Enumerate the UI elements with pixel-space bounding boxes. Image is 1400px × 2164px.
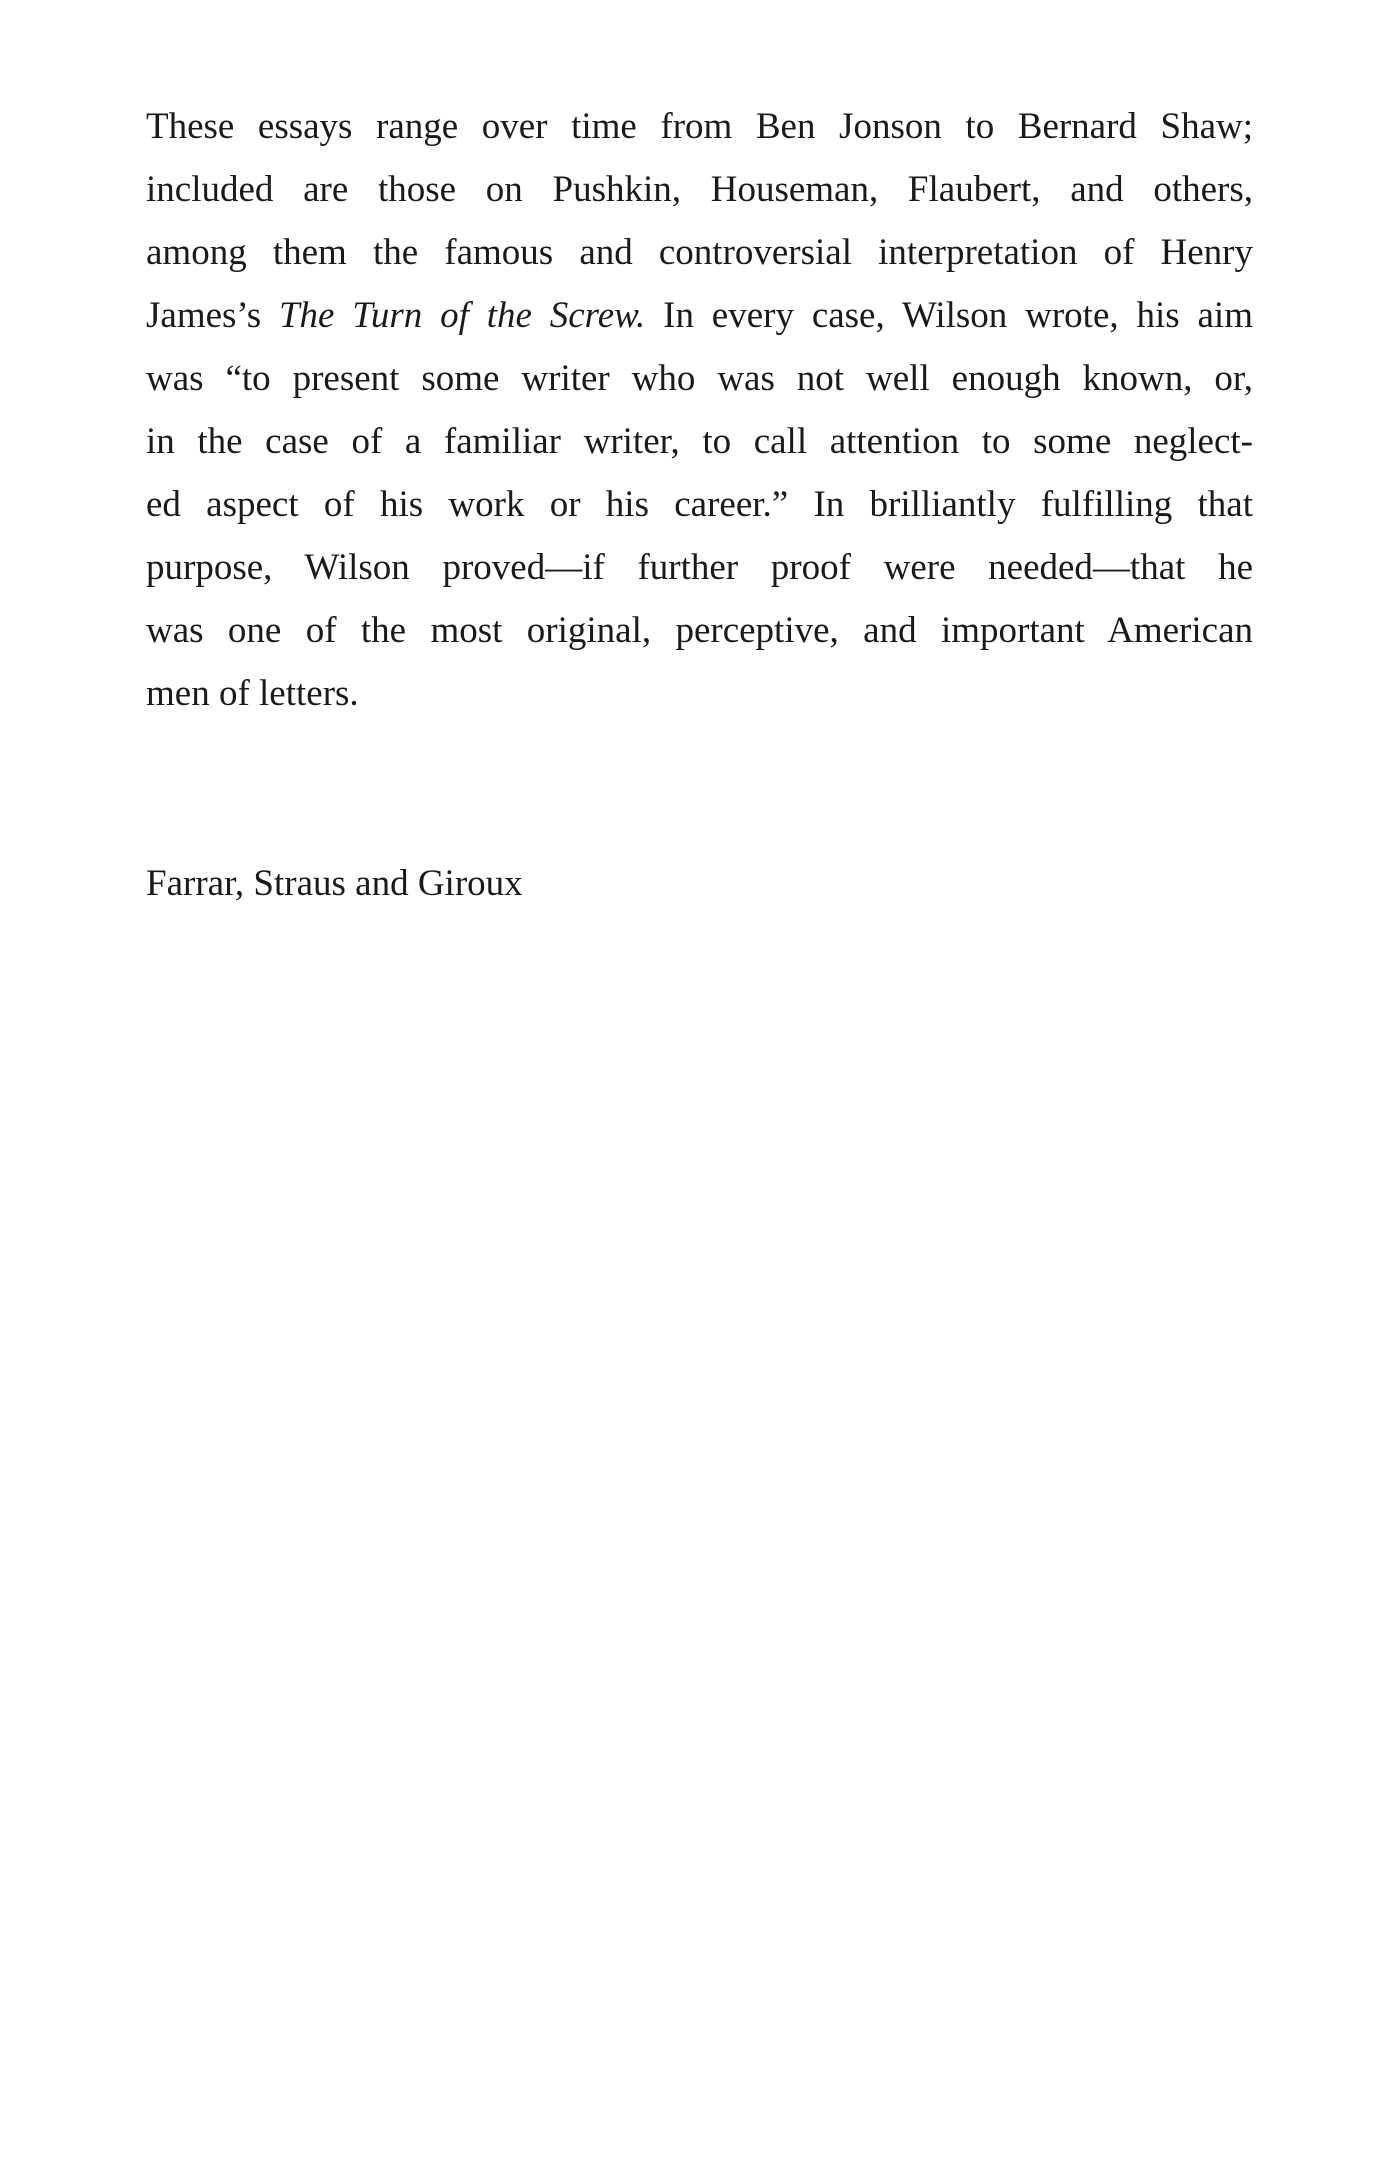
book-blurb: [146, 95, 1253, 725]
blurb-line-10: men of letters.: [146, 673, 359, 714]
blurb-line-3: among them the famous and controversial interpretation of Henry: [146, 232, 1253, 273]
book-blurb-container: [146, 95, 1253, 725]
blurb-line-4: [146, 284, 1253, 347]
blurb-line-2: included are those on Pushkin, Houseman, Flaubert, and others,: [146, 169, 1253, 210]
publisher-name: Farrar, Straus and Giroux: [146, 863, 523, 904]
book-title-reference: The Turn of the Screw.: [278, 295, 646, 336]
blurb-line-4-prefix: James’s: [146, 295, 262, 336]
blurb-line-4-suffix: In every case, Wilson wrote, his aim: [663, 295, 1253, 336]
blurb-line-5: was “to present some writer who was not well enough known, or,: [146, 358, 1253, 399]
blurb-line-7: ed aspect of his work or his career.” In brilliantly fulfilling that: [146, 484, 1253, 525]
blurb-line-6: in the case of a familiar writer, to call attention to some neglect-: [146, 421, 1253, 462]
blurb-line-8: purpose, Wilson proved—if further proof were needed—that he: [146, 547, 1253, 588]
blurb-line-9: was one of the most original, perceptive, and important American: [146, 610, 1253, 651]
blurb-line-1: These essays range over time from Ben Jonson to Bernard Shaw;: [146, 106, 1253, 147]
